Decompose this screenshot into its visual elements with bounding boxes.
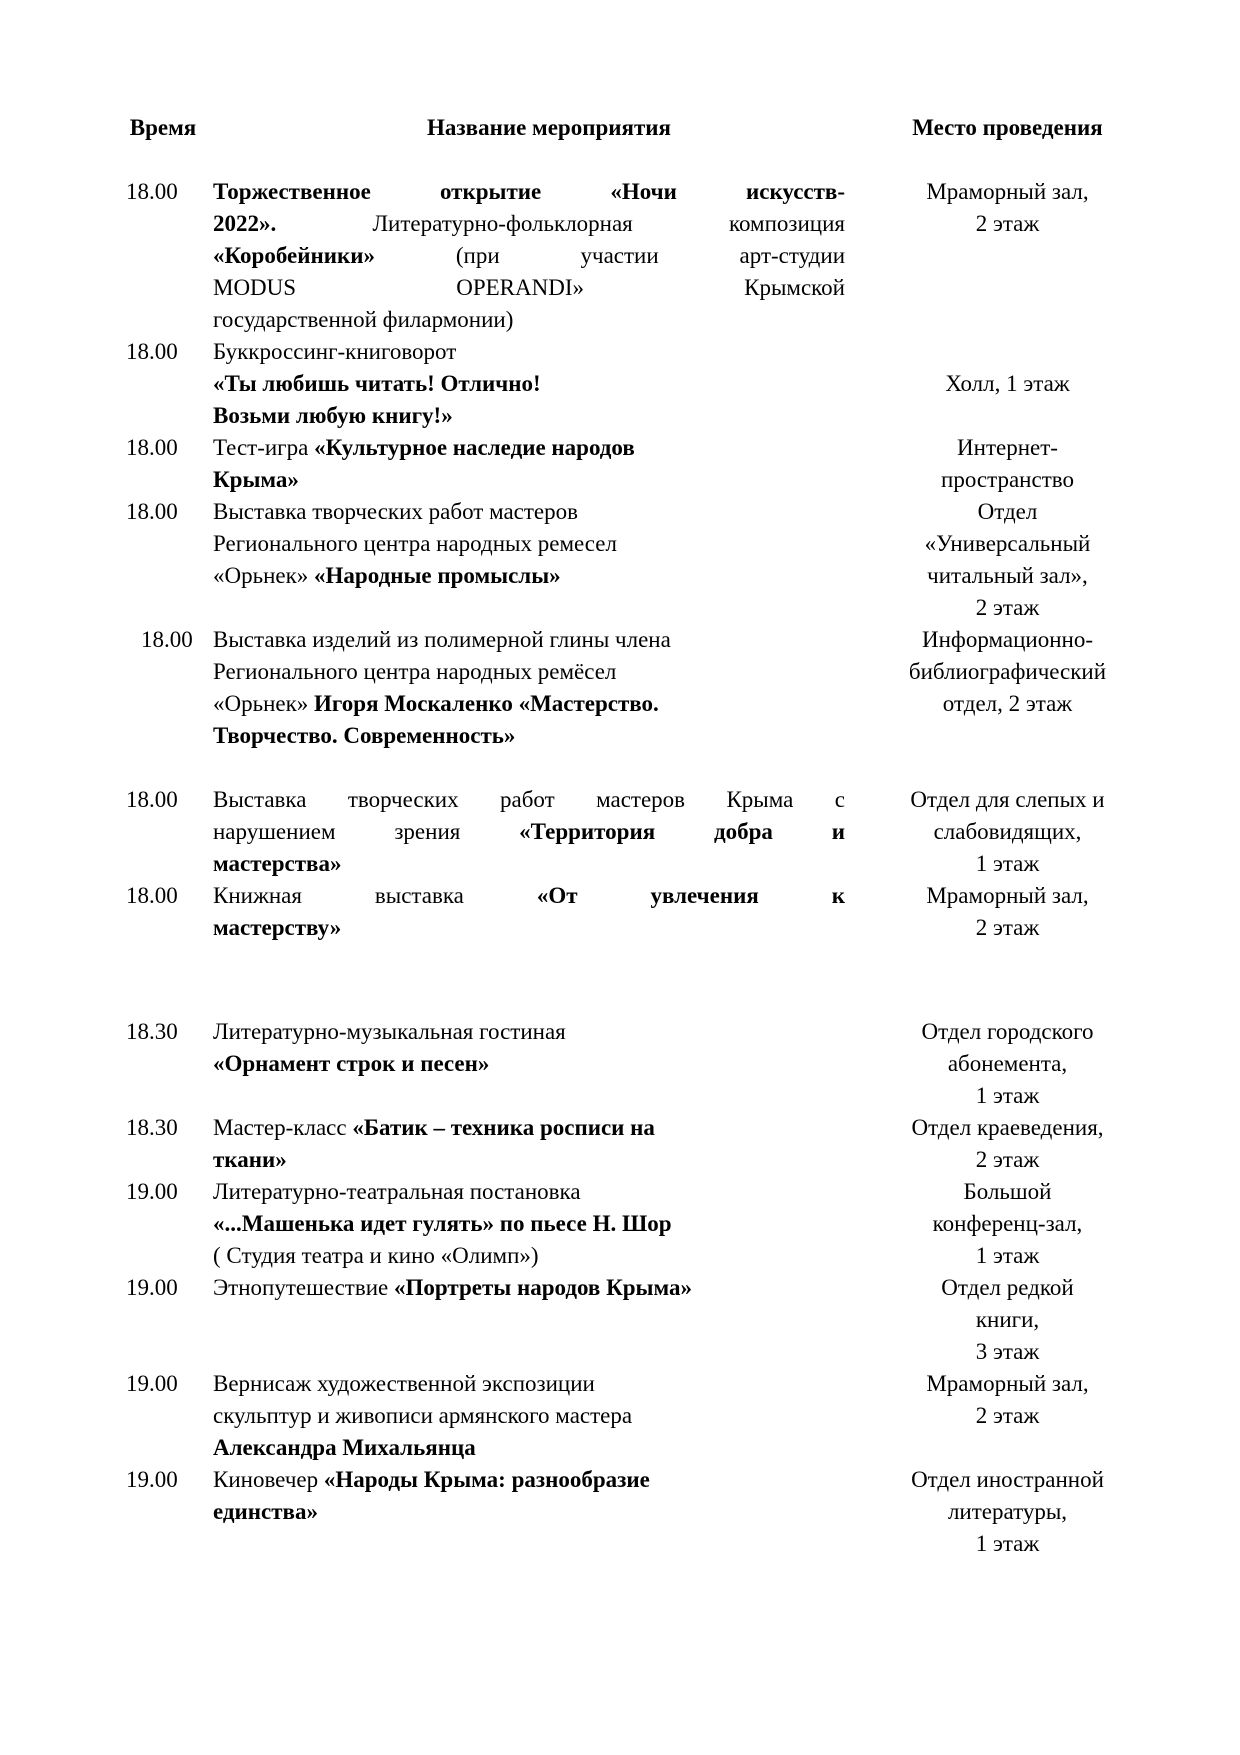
event-title-line xyxy=(213,1016,845,1048)
header-location: Место проведения xyxy=(912,115,1103,140)
event-title-cell xyxy=(213,624,845,752)
time-cell: 19.00 xyxy=(126,1371,178,1396)
event-title-segment: Регионального центра народных ремесел xyxy=(213,531,617,556)
event-title-line xyxy=(213,1144,845,1176)
location-line xyxy=(845,336,1170,368)
event-title-segment-bold: «Ты любишь читать! Отлично! xyxy=(213,371,541,396)
time-cell: 18.30 xyxy=(126,1019,178,1044)
event-title-segment: Литературно-музыкальная гостиная xyxy=(213,1019,566,1044)
location-cell xyxy=(845,336,1170,400)
table-row xyxy=(113,336,1240,432)
event-title-segment: Выставка творческих работ мастеров xyxy=(213,499,579,524)
location-line: Отдел иностранной xyxy=(911,1467,1104,1492)
event-title-segment-bold: Игоря Москаленко «Мастерство. xyxy=(314,691,659,716)
event-title-segment-bold: мастерства» xyxy=(213,851,342,876)
event-title-cell xyxy=(213,1368,845,1464)
event-title-line xyxy=(213,1048,845,1080)
location-cell xyxy=(845,1112,1170,1176)
event-title-line xyxy=(213,1368,845,1400)
location-line: читальный зал», xyxy=(927,563,1088,588)
event-title-line xyxy=(213,656,845,688)
location-cell xyxy=(845,1464,1170,1560)
event-title-cell xyxy=(213,1464,845,1528)
location-line: отдел, 2 этаж xyxy=(942,691,1073,716)
location-line: 1 этаж xyxy=(975,1531,1040,1556)
time-cell: 18.00 xyxy=(141,627,193,652)
event-title-segment: Регионального центра народных ремёсел xyxy=(213,659,617,684)
location-line: Отдел городского xyxy=(921,1019,1094,1044)
location-cell xyxy=(845,1272,1170,1368)
event-title-line xyxy=(213,1400,845,1432)
event-title-segment: государственной филармонии) xyxy=(213,307,514,332)
event-title-line xyxy=(213,848,845,880)
location-line: 2 этаж xyxy=(975,1147,1040,1172)
event-title-cell xyxy=(213,176,845,336)
location-line: 1 этаж xyxy=(975,1083,1040,1108)
event-title-line xyxy=(213,1464,845,1496)
time-cell: 19.00 xyxy=(126,1179,178,1204)
event-title-line xyxy=(213,400,845,432)
event-title-cell xyxy=(213,1176,845,1272)
time-cell: 19.00 xyxy=(126,1467,178,1492)
location-line: Холл, 1 этаж xyxy=(945,371,1070,396)
event-title-segment: нарушением зрения xyxy=(213,819,520,844)
location-line: 2 этаж xyxy=(975,595,1040,620)
event-title-cell xyxy=(213,1272,845,1304)
event-title-segment-bold: Александра Михальянца xyxy=(213,1435,476,1460)
event-title-cell xyxy=(213,1016,845,1080)
event-title-line xyxy=(213,1432,845,1464)
location-cell xyxy=(845,176,1170,240)
location-line: конференц-зал, xyxy=(932,1211,1083,1236)
event-title-cell xyxy=(213,496,845,592)
event-title-cell xyxy=(213,336,845,432)
event-title-segment-bold: Крыма» xyxy=(213,467,299,492)
event-title-segment: Киновечер xyxy=(213,1467,324,1492)
event-title-line xyxy=(213,176,845,208)
event-title-segment: «Орьнек» xyxy=(213,563,315,588)
location-line: абонемента, xyxy=(947,1051,1068,1076)
event-title-line xyxy=(213,336,845,368)
event-title-line xyxy=(213,1208,845,1240)
location-line: пространство xyxy=(941,467,1074,492)
event-title-line xyxy=(213,1112,845,1144)
event-title-line xyxy=(213,240,845,272)
table-row xyxy=(113,1464,1240,1560)
location-line: Отдел xyxy=(977,499,1038,524)
location-line: «Универсальный xyxy=(924,531,1091,556)
table-row xyxy=(113,1368,1240,1464)
location-line: книги, xyxy=(975,1307,1040,1332)
event-title-line xyxy=(213,1272,845,1304)
row-spacer xyxy=(113,752,1240,784)
event-title-line xyxy=(213,624,845,656)
location-line: Информационно- xyxy=(922,627,1093,652)
table-header-row xyxy=(113,112,1240,144)
event-title-segment-bold: Торжественное открытие «Ночи искусств- xyxy=(213,179,845,204)
event-title-line xyxy=(213,464,845,496)
header-event-title: Название мероприятия xyxy=(427,115,671,140)
location-line: Мраморный зал, xyxy=(926,883,1089,908)
event-title-segment: Вернисаж художественной экспозиции xyxy=(213,1371,595,1396)
location-line: Отдел краеведения, xyxy=(911,1115,1104,1140)
table-row xyxy=(113,1272,1240,1368)
event-title-line xyxy=(213,816,845,848)
location-line: 2 этаж xyxy=(975,211,1040,236)
event-title-segment-bold: «Культурное наследие народов xyxy=(314,435,635,460)
event-title-line xyxy=(213,208,845,240)
event-title-segment: Литературно-фольклорная композиция xyxy=(276,211,845,236)
event-title-segment-bold: «Народные промыслы» xyxy=(314,563,561,588)
location-cell xyxy=(845,1016,1170,1112)
event-title-segment-bold: «Батик – техника росписи на xyxy=(352,1115,655,1140)
table-row xyxy=(113,496,1240,624)
event-title-segment-bold: «...Машенька идет гулять» по пьесе Н. Шор xyxy=(213,1211,672,1236)
table-row xyxy=(113,880,1240,944)
time-cell: 19.00 xyxy=(126,1275,178,1300)
time-cell: 18.00 xyxy=(126,179,178,204)
location-line: Интернет- xyxy=(957,435,1058,460)
event-title-line xyxy=(213,560,845,592)
event-title-segment-bold: ткани» xyxy=(213,1147,287,1172)
event-title-line xyxy=(213,432,845,464)
location-cell xyxy=(845,1368,1170,1432)
table-row xyxy=(113,784,1240,880)
table-row xyxy=(113,624,1240,752)
event-title-segment-bold: 2022». xyxy=(213,211,277,236)
time-cell: 18.00 xyxy=(126,883,178,908)
time-cell: 18.00 xyxy=(126,787,178,812)
event-title-cell xyxy=(213,432,845,496)
event-title-segment: (при участии арт-студии xyxy=(375,243,845,268)
location-cell xyxy=(845,624,1170,720)
event-title-cell xyxy=(213,784,845,880)
location-line: Большой xyxy=(963,1179,1052,1204)
event-title-segment-bold: «От увлечения к xyxy=(536,883,845,908)
event-title-segment: Мастер-класс xyxy=(213,1115,353,1140)
event-title-line xyxy=(213,528,845,560)
event-title-segment-bold: Творчество. Современность» xyxy=(213,723,516,748)
time-cell: 18.30 xyxy=(126,1115,178,1140)
location-line: Отдел для слепых и xyxy=(910,787,1105,812)
location-line: слабовидящих, xyxy=(933,819,1082,844)
event-title-segment: ( Студия театра и кино «Олимп») xyxy=(213,1243,539,1268)
location-line: 2 этаж xyxy=(975,915,1040,940)
event-title-cell xyxy=(213,880,845,944)
location-cell xyxy=(845,880,1170,944)
event-title-line xyxy=(213,1176,845,1208)
table-row xyxy=(113,1176,1240,1272)
event-title-line xyxy=(213,688,845,720)
event-title-line xyxy=(213,784,845,816)
event-title-segment-bold: Возьми любую книгу!» xyxy=(213,403,453,428)
event-title-segment: Этнопутешествие xyxy=(213,1275,394,1300)
time-cell: 18.00 xyxy=(126,339,178,364)
time-cell: 18.00 xyxy=(126,435,178,460)
table-row xyxy=(113,176,1240,336)
location-line: 1 этаж xyxy=(975,1243,1040,1268)
event-title-line xyxy=(213,1496,845,1528)
event-title-segment-bold: «Портреты народов Крыма» xyxy=(394,1275,693,1300)
event-title-line xyxy=(213,912,845,944)
location-line: 1 этаж xyxy=(975,851,1040,876)
event-title-segment: скульптур и живописи армянского мастера xyxy=(213,1403,633,1428)
event-title-segment: Книжная выставка xyxy=(213,883,537,908)
event-title-line xyxy=(213,368,845,400)
header-time: Время xyxy=(129,115,197,140)
location-cell xyxy=(845,496,1170,624)
event-title-segment-bold: «Коробейники» xyxy=(213,243,375,268)
event-title-line xyxy=(213,304,845,336)
row-spacer xyxy=(113,944,1240,1016)
event-title-segment: Выставка творческих работ мастеров Крыма с xyxy=(213,787,845,812)
event-title-line xyxy=(213,496,845,528)
event-title-line xyxy=(213,1240,845,1272)
location-line: 2 этаж xyxy=(975,1403,1040,1428)
event-title-line xyxy=(213,880,845,912)
table-row xyxy=(113,1112,1240,1176)
event-title-line xyxy=(213,272,845,304)
table-row xyxy=(113,1016,1240,1112)
location-line: библиографический xyxy=(908,659,1107,684)
event-title-segment: MODUS OPERANDI» Крымской xyxy=(213,275,845,300)
event-title-segment: «Орьнек» xyxy=(213,691,315,716)
event-title-segment: Выставка изделий из полимерной глины члена xyxy=(213,627,671,652)
location-line: 3 этаж xyxy=(975,1339,1040,1364)
event-title-segment: Литературно-театральная постановка xyxy=(213,1179,581,1204)
location-line: Отдел редкой xyxy=(941,1275,1074,1300)
event-title-segment-bold: мастерству» xyxy=(213,915,342,940)
event-title-segment-bold: единства» xyxy=(213,1499,318,1524)
location-line: литературы, xyxy=(947,1499,1068,1524)
event-title-cell xyxy=(213,1112,845,1176)
event-title-segment-bold: «Орнамент строк и песен» xyxy=(213,1051,490,1076)
event-title-line xyxy=(213,720,845,752)
time-cell: 18.00 xyxy=(126,499,178,524)
event-title-segment: Тест-игра xyxy=(213,435,315,460)
table-row xyxy=(113,432,1240,496)
location-cell xyxy=(845,1176,1170,1272)
event-title-segment-bold: «Народы Крыма: разнообразие xyxy=(323,1467,650,1492)
event-title-segment: Буккроссинг-книговорот xyxy=(213,339,457,364)
location-cell xyxy=(845,784,1170,880)
events-table-body xyxy=(113,176,1240,1560)
location-line: Мраморный зал, xyxy=(926,1371,1089,1396)
location-line: Мраморный зал, xyxy=(926,179,1089,204)
location-cell xyxy=(845,432,1170,496)
event-title-segment-bold: «Территория добра и xyxy=(519,819,845,844)
